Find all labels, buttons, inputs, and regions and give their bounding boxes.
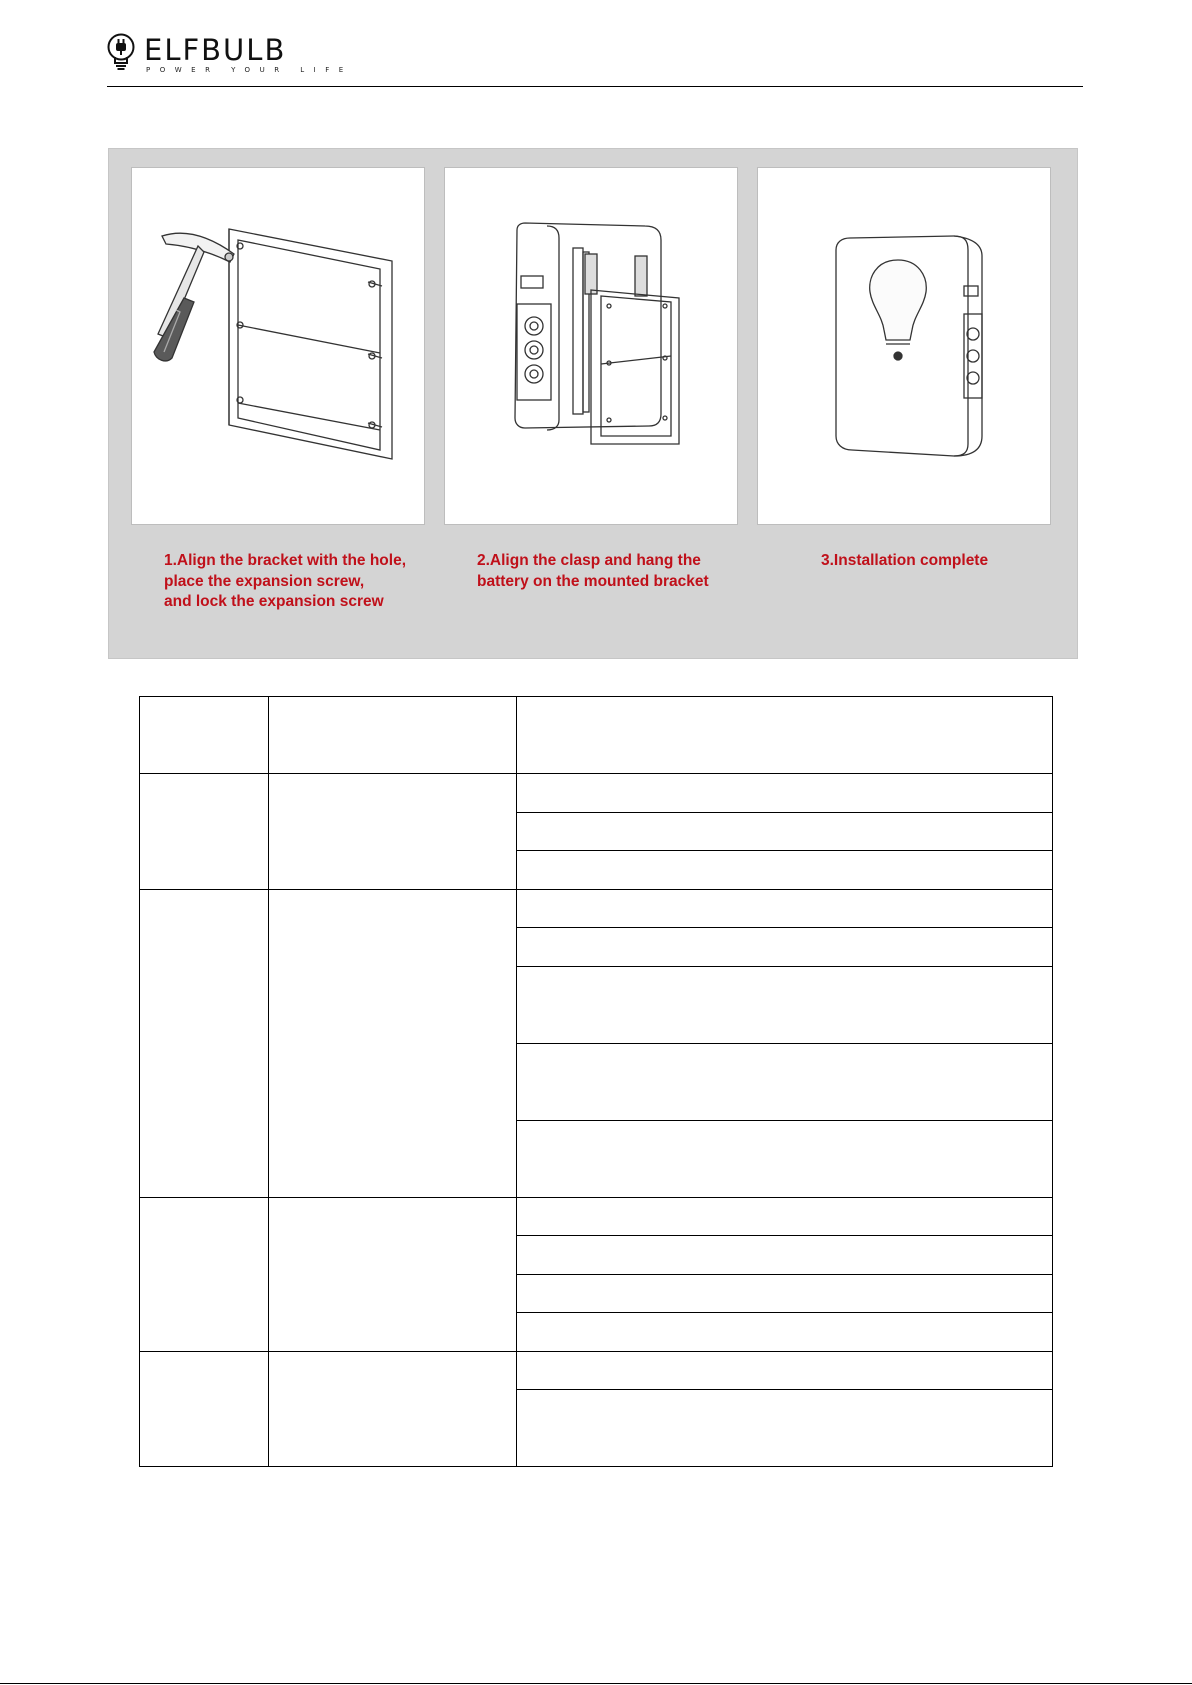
- brand-name: ELFBULB: [144, 33, 287, 67]
- caption-line: 1.Align the bracket with the hole,: [164, 552, 407, 569]
- caption-line: place the expansion screw,: [164, 572, 365, 590]
- page-bottom-divider: [0, 1683, 1192, 1684]
- group-3-label-cell: [140, 1197, 269, 1351]
- hammer-bracket-illustration: [132, 168, 424, 524]
- group-2-label-cell: [140, 889, 269, 1197]
- step-1-caption: [164, 551, 456, 613]
- table-cell: [517, 697, 1053, 774]
- step-2-illustration-card: [444, 167, 738, 525]
- caption-line: and lock the expansion screw: [164, 593, 384, 610]
- table-cell: [517, 1043, 1053, 1120]
- spec-table: [139, 696, 1053, 1467]
- table-cell: [517, 1390, 1053, 1467]
- table-cell: [517, 774, 1053, 813]
- table-cell: [517, 889, 1053, 928]
- table-cell: [269, 697, 517, 774]
- table-cell: [517, 928, 1053, 967]
- caption-line: battery on the mounted bracket: [477, 572, 709, 590]
- brand-logo: [106, 33, 353, 77]
- group-3-name-cell: [269, 1197, 517, 1351]
- table-row: [140, 1197, 1053, 1236]
- table-header-row: [140, 697, 1053, 774]
- step-3-caption: [821, 551, 1113, 572]
- table-cell: [517, 966, 1053, 1043]
- table-cell: [517, 1274, 1053, 1313]
- table-cell: [517, 1351, 1053, 1390]
- battery-hanging-illustration: [445, 168, 737, 524]
- table-cell: [517, 1120, 1053, 1197]
- table-cell: [517, 812, 1053, 851]
- brand-tagline: POWER YOUR LIFE: [146, 66, 353, 74]
- table-cell: [517, 1197, 1053, 1236]
- table-cell: [517, 851, 1053, 890]
- step-3-illustration-card: [757, 167, 1051, 525]
- table-cell: [517, 1236, 1053, 1275]
- group-1-label-cell: [140, 774, 269, 890]
- lightbulb-plug-icon: [106, 33, 140, 77]
- table-cell: [140, 697, 269, 774]
- table-row: [140, 1351, 1053, 1390]
- group-4-label-cell: [140, 1351, 269, 1467]
- group-4-name-cell: [269, 1351, 517, 1467]
- step-2-caption: [477, 551, 769, 592]
- table-row: [140, 774, 1053, 813]
- step-1-illustration-card: [131, 167, 425, 525]
- group-2-name-cell: [269, 889, 517, 1197]
- caption-line: 2.Align the clasp and hang the: [477, 552, 701, 569]
- installed-battery-illustration: [758, 168, 1050, 524]
- table-cell: [517, 1313, 1053, 1352]
- header-divider: [107, 86, 1083, 87]
- table-row: [140, 889, 1053, 928]
- group-1-name-cell: [269, 774, 517, 890]
- installation-steps-panel: [108, 148, 1078, 659]
- caption-line: 3.Installation complete: [821, 552, 989, 569]
